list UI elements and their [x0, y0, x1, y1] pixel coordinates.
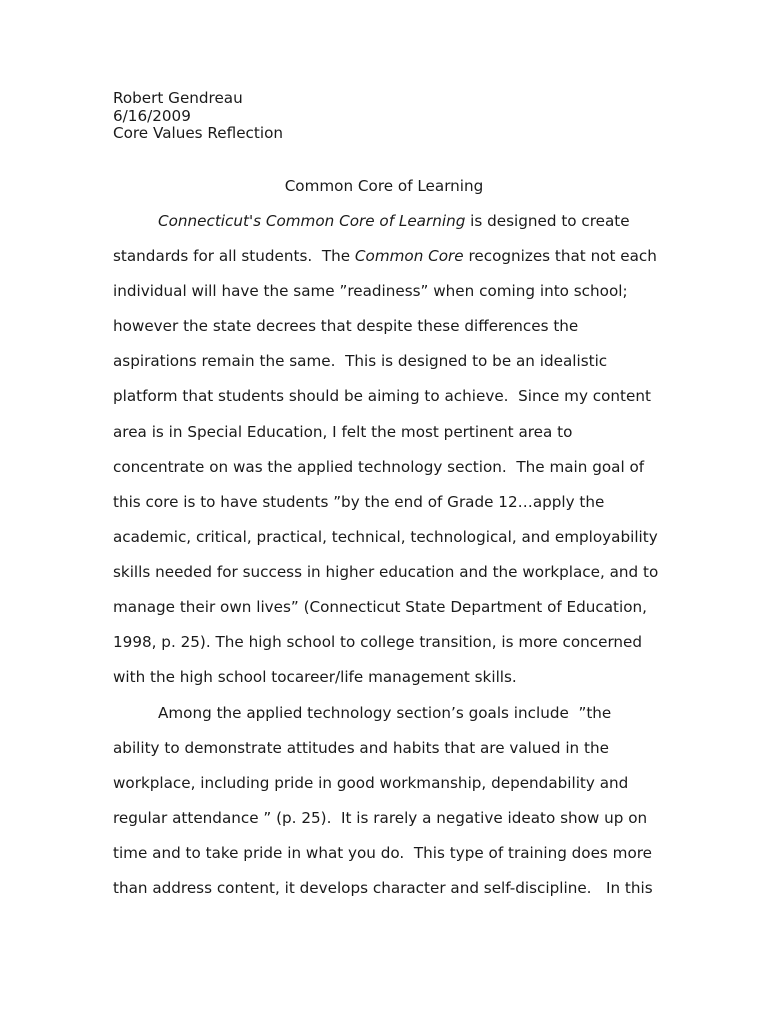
paragraph-2-line-4: regular attendance ” (p. 25). It is rarely a negative ideato show up on [113, 809, 648, 827]
paragraph-1-line-10: academic, critical, practical, technical, technological, and employability [113, 528, 658, 546]
paragraph-1-line-3: individual will have the same ”readiness” when coming into school; [113, 282, 628, 300]
paragraph-1-line-4: however the state decrees that despite these differences the [113, 317, 579, 335]
document-title: Common Core of Learning [284, 177, 484, 195]
document-header [113, 90, 283, 143]
paragraph-2-line-2: ability to demonstrate attitudes and habits that are valued in the [113, 739, 609, 757]
paragraph-1-line-2 [113, 247, 657, 265]
paragraph-2-line-3: workplace, including pride in good workmanship, dependability and [113, 774, 629, 792]
author-name: Robert Gendreau [113, 89, 243, 107]
document-subject: Core Values Reflection [113, 124, 283, 142]
paragraph-1-line-7: area is in Special Education, I felt the most pertinent area to [113, 423, 573, 441]
paragraph-1-line-9: this core is to have students ”by the end of Grade 12…apply the [113, 493, 605, 511]
paragraph-1-line-6: platform that students should be aiming to achieve. Since my content [113, 387, 651, 405]
text-segment: standards for all students. The [113, 247, 355, 265]
paragraph-1-line-12: manage their own lives” (Connecticut State Department of Education, [113, 598, 647, 616]
text-segment: recognizes that not each [463, 247, 657, 265]
italic-source-title: Connecticut's Common Core of Learning [158, 212, 466, 230]
paragraph-1-line-1 [158, 212, 630, 230]
paragraph-1-line-14: with the high school tocareer/life management skills. [113, 668, 517, 686]
paragraph-1-line-11: skills needed for success in higher education and the workplace, and to [113, 563, 659, 581]
paragraph-1-line-8: concentrate on was the applied technology section. The main goal of [113, 458, 645, 476]
document-date: 6/16/2009 [113, 106, 191, 125]
paragraph-2-line-5: time and to take pride in what you do. This type of training does more [113, 844, 653, 862]
paragraph-1-line-5: aspirations remain the same. This is designed to be an idealistic [113, 352, 608, 370]
italic-term: Common Core [354, 247, 464, 265]
text-segment: is designed to create [465, 212, 630, 230]
paragraph-2-line-6: than address content, it develops character and self-discipline. In this [113, 879, 653, 897]
paragraph-1-line-13: 1998, p. 25). The high school to college transition, is more concerned [113, 633, 643, 651]
paragraph-2-line-1: Among the applied technology section’s goals include ”the [158, 704, 612, 722]
